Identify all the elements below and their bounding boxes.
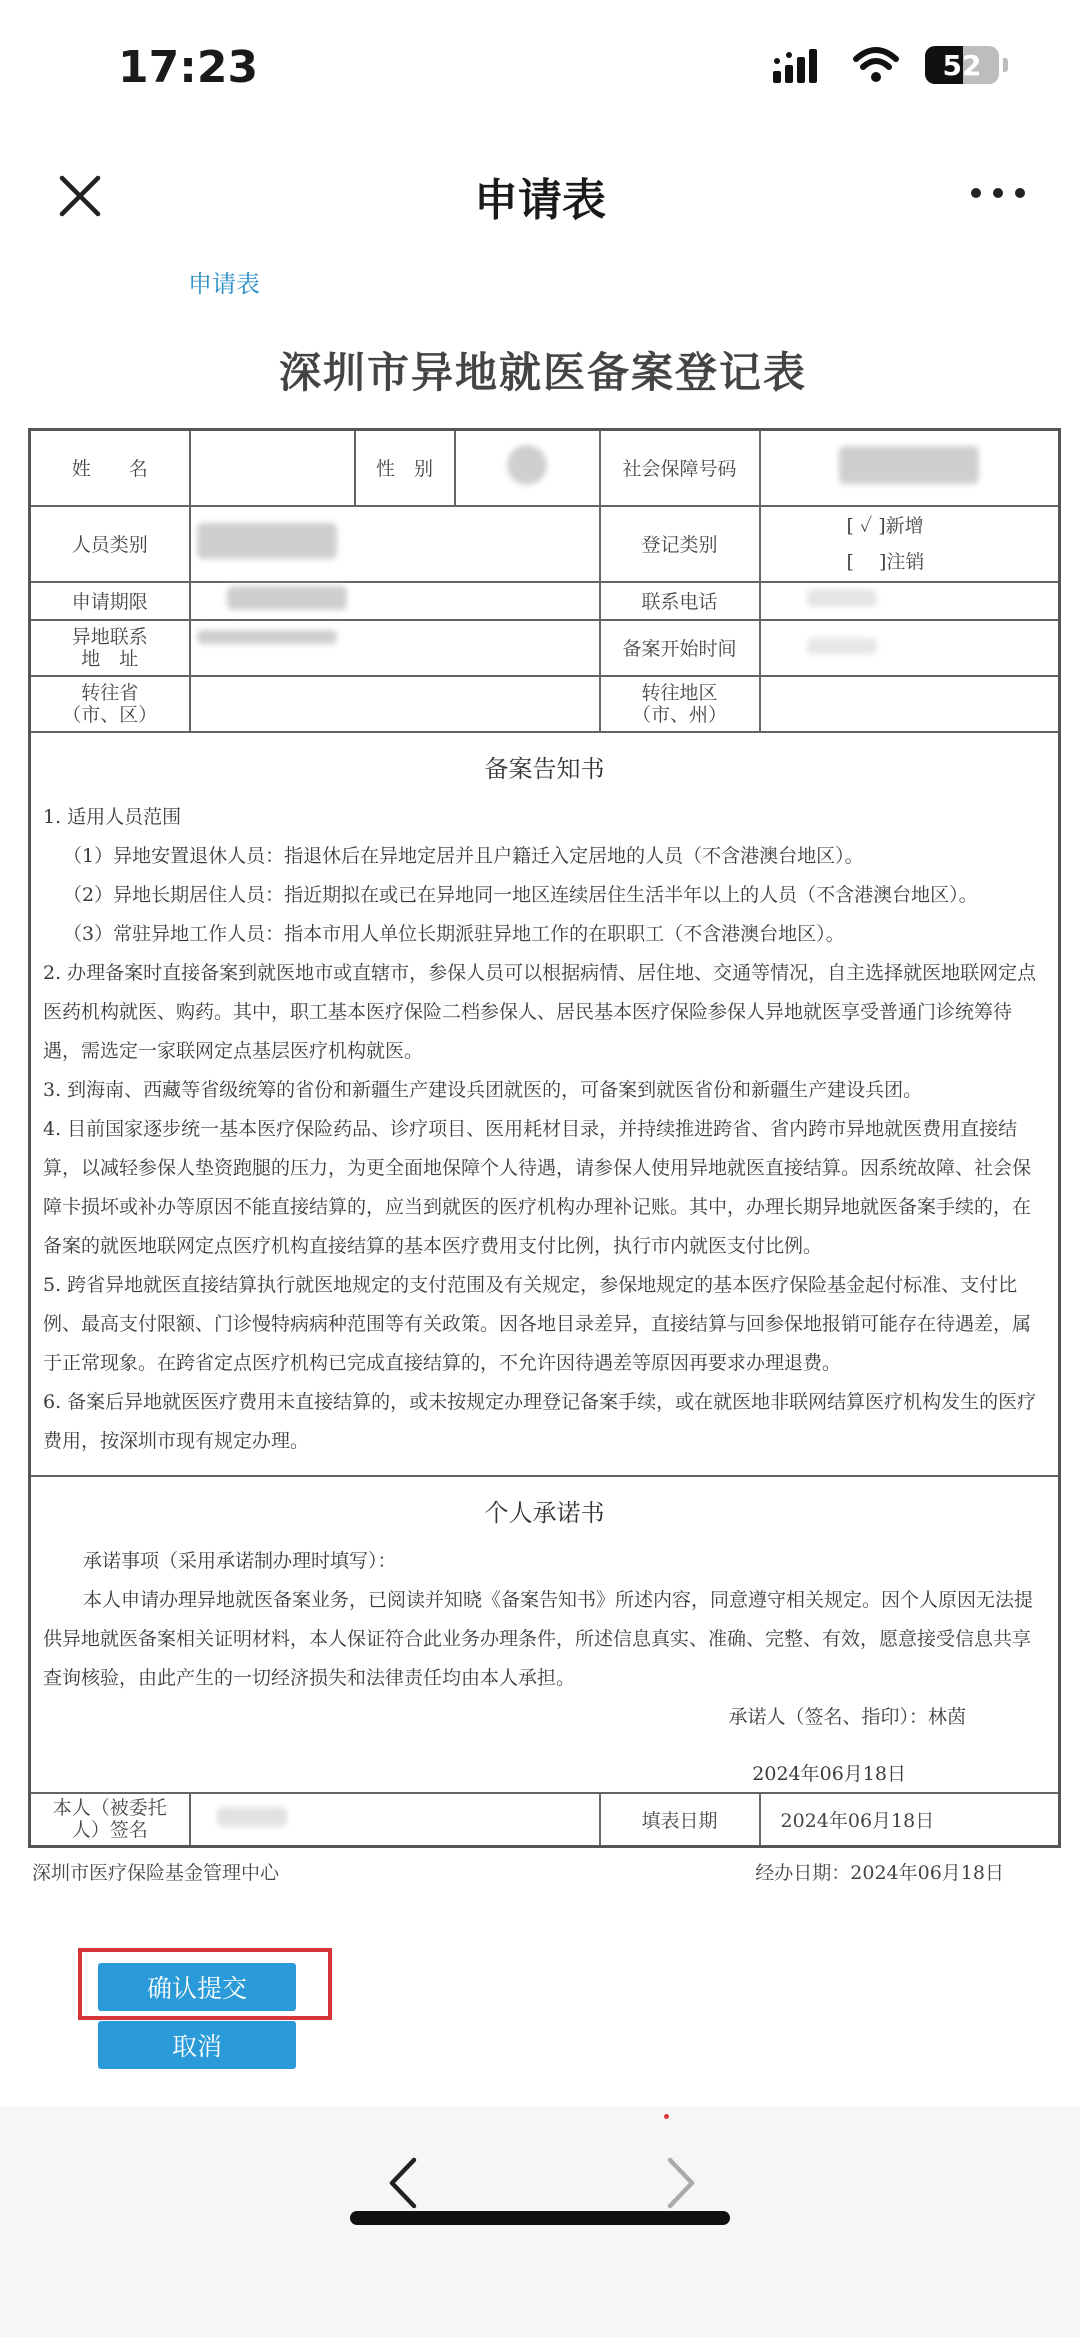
value-signature — [190, 1793, 600, 1847]
label-to-region: 转往地区 （市、州） — [600, 676, 760, 732]
notice-paragraph: （1）异地安置退休人员：指退休后在异地定居并且户籍迁入定居地的人员（不含港澳台地区）。 — [63, 844, 864, 867]
notice-paragraph: 4. 目前国家逐步统一基本医疗保险药品、诊疗项目、医用耗材目录，并持续推进跨省、省内跨市异地就医费用直接结算，以减轻参保人垫资跑腿的压力，为更全面地保障个人待遇，请参保人使用异地就医直接结算。因系统故障、社会保障卡损坏或补办等原因不能直接结算的，应当到就医的医疗机构办理补记账。其中，办理长期异地就医备案手续的，在备案的就医地联网定点医疗机构直接结算的基本医疗费用支付比例，执行市内就医支付比例。 — [43, 1117, 1032, 1257]
label-gender: 性 别 — [355, 430, 455, 506]
notice-title: 备案告知书 — [484, 754, 605, 783]
confirm-submit-button[interactable]: 确认提交 — [98, 1963, 296, 2011]
notice-paragraph: 5. 跨省异地就医直接结算执行就医地规定的支付范围及有关规定，参保地规定的基本医疗保险基金起付标准、支付比例、最高支付限额、门诊慢特病病种范围等有关政策。因各地目录差异，直接结算与回参保地报销可能存在待遇差，属于正常现象。在跨省定点医疗机构已完成直接结算的，不允许因待遇差等原因再要求办理退费。 — [43, 1273, 1032, 1374]
nav-bar — [0, 140, 1080, 250]
value-start-time — [760, 620, 1060, 676]
label-reg-type: 登记类别 — [600, 506, 760, 582]
promise-section — [30, 1476, 1060, 1793]
value-to-province — [190, 676, 600, 732]
promise-line: 承诺事项（采用承诺制办理时填写）： — [83, 1549, 397, 1572]
value-apply-period — [190, 582, 600, 620]
promise-body: 本人申请办理异地就医备案业务，已阅读并知晓《备案告知书》所述内容，同意遵守相关规定。因个人原因无法提供异地就医备案相关证明材料，本人保证符合此业务办理条件，所述信息真实、准确、完整、有效，愿意接受信息共享查询核验，由此产生的一切经济损失和法律责任均由本人承担。 — [43, 1588, 1034, 1689]
label-remote-address: 异地联系 地 址 — [30, 620, 190, 676]
reg-cancel-option: [ ]注销 — [846, 550, 925, 573]
close-icon[interactable] — [52, 168, 108, 224]
page-title: 申请表 — [474, 175, 606, 226]
value-reg-type — [760, 506, 1060, 582]
promise-signer: 承诺人（签名、指印）：林茵 — [728, 1705, 966, 1728]
breadcrumb[interactable]: 申请表 — [188, 270, 260, 298]
status-bar — [0, 0, 1080, 140]
status-icons — [773, 46, 1008, 84]
notice-paragraph: 2. 办理备案时直接备案到就医地市或直辖市，参保人员可以根据病情、居住地、交通等情况，自主选择就医地联网定点医药机构就医、购药。其中，职工基本医疗保险二档参保人、居民基本医疗保险参保人异地就医享受普通门诊统筹待遇，需选定一家联网定点基层医疗机构就医。 — [43, 961, 1037, 1062]
value-fill-date: 2024年06月18日 — [760, 1793, 1060, 1847]
notice-paragraph: 6. 备案后异地就医医疗费用未直接结算的，或未按规定办理登记备案手续，或在就医地非联网结算医疗机构发生的医疗费用，按深圳市现有规定办理。 — [43, 1390, 1037, 1452]
label-signature: 本人（被委托 人）签名 — [30, 1793, 190, 1847]
label-start-time: 备案开始时间 — [600, 620, 760, 676]
promise-title: 个人承诺书 — [484, 1498, 605, 1527]
more-icon[interactable] — [968, 178, 1028, 208]
value-to-region — [760, 676, 1060, 732]
cancel-button[interactable]: 取消 — [98, 2021, 296, 2069]
registration-table — [28, 428, 1061, 1848]
value-person-type — [190, 506, 600, 582]
notice-paragraph: （2）异地长期居住人员：指近期拟在或已在异地同一地区连续居住生活半年以上的人员（不含港澳台地区）。 — [63, 883, 978, 906]
value-ss-number — [760, 430, 1060, 506]
value-remote-address — [190, 620, 600, 676]
notice-paragraph: 1. 适用人员范围 — [43, 805, 182, 828]
battery-icon — [925, 46, 999, 84]
promise-date: 2024年06月18日 — [752, 1762, 906, 1785]
label-phone: 联系电话 — [600, 582, 760, 620]
label-fill-date: 填表日期 — [600, 1793, 760, 1847]
form-document — [28, 340, 1058, 1885]
cellular-signal-icon — [773, 47, 827, 83]
notice-section — [30, 732, 1060, 1476]
value-gender — [455, 430, 600, 506]
forward-arrow-icon[interactable] — [652, 2148, 712, 2218]
notice-paragraph: 3. 到海南、西藏等省级统筹的省份和新疆生产建设兵团就医的，可备案到就医省份和新疆生产建设兵团。 — [43, 1078, 923, 1101]
document-title: 深圳市异地就医备案登记表 — [278, 348, 807, 397]
notice-paragraph: （3）常驻异地工作人员：指本市用人单位长期派驻异地工作的在职职工（不含港澳台地区）。 — [63, 922, 845, 945]
label-apply-period: 申请期限 — [30, 582, 190, 620]
footer-handle-date: 经办日期：2024年06月18日 — [755, 1862, 1004, 1884]
status-time: 17:23 — [118, 42, 259, 93]
label-person-type: 人员类别 — [30, 506, 190, 582]
document-footer — [28, 1858, 1058, 1885]
value-name — [190, 430, 355, 506]
label-to-province: 转往省 （市、区） — [30, 676, 190, 732]
wifi-icon — [853, 47, 899, 83]
footer-org: 深圳市医疗保险基金管理中心 — [32, 1862, 280, 1884]
home-indicator[interactable] — [350, 2211, 730, 2225]
back-arrow-icon[interactable] — [372, 2148, 432, 2218]
indicator-dot — [664, 2114, 669, 2119]
battery-cap — [1003, 58, 1008, 72]
battery-level: 52 — [942, 48, 982, 82]
label-name: 姓 名 — [30, 430, 190, 506]
reg-new-option: [ ✓ ]新增 — [846, 514, 924, 537]
value-phone — [760, 582, 1060, 620]
label-ss-number: 社会保障号码 — [600, 430, 760, 506]
